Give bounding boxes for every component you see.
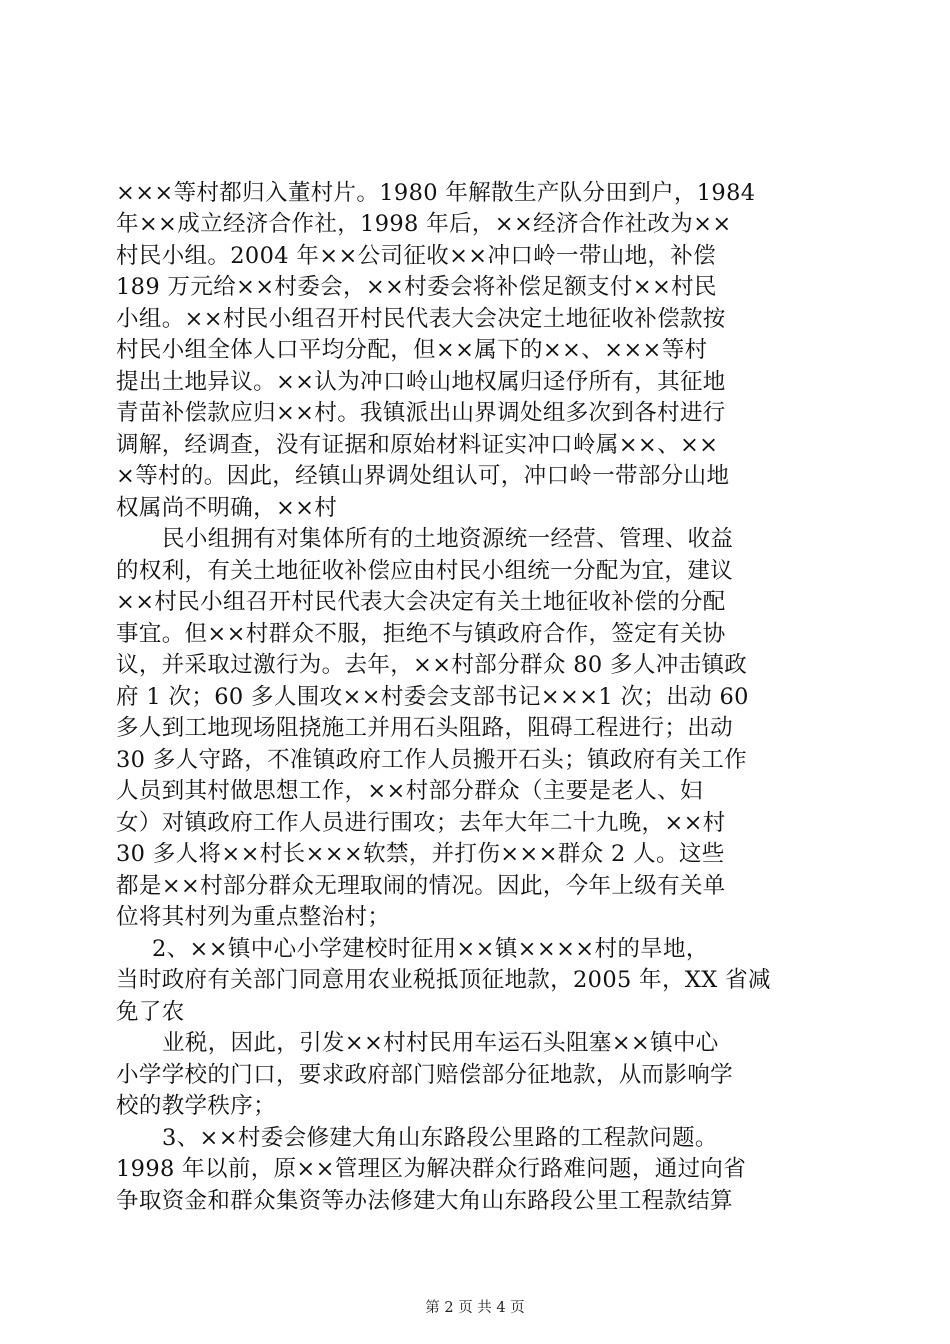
text-line: 免了农 <box>116 999 185 1025</box>
text-line: 校的教学秩序； <box>116 1093 276 1119</box>
text-line: 2、××镇中心小学建校时征用××镇××××村的旱地， <box>152 936 709 962</box>
text-line: ×等村的。因此，经镇山界调处组认可，冲口岭一带部分山地 <box>116 463 730 489</box>
text-line: 189 万元给××村委会，××村委会将补偿足额支付××村民 <box>116 274 717 300</box>
text-line: ××村民小组召开村民代表大会决定有关土地征收补偿的分配 <box>116 589 726 615</box>
text-line: 小组。××村民小组召开村民代表大会决定土地征收补偿款按 <box>116 306 726 332</box>
text-line: 多人到工地现场阻挠施工并用石头阻路，阻碍工程进行；出动 <box>116 715 733 741</box>
text-line: 人员到其村做思想工作，××村部分群众（主要是老人、妇 <box>116 778 703 804</box>
text-line: ×××等村都归入董村片。1980 年解散生产队分田到户，1984 <box>116 180 756 206</box>
text-line: 当时政府有关部门同意用农业税抵顶征地款，2005 年，XX 省减 <box>116 967 771 993</box>
text-line: 都是××村部分群众无理取闹的情况。因此，今年上级有关单 <box>116 873 726 899</box>
text-line: 3、××村委会修建大角山东路段公里路的工程款问题。 <box>162 1125 718 1151</box>
text-line: 女）对镇政府工作人员进行围攻；去年大年二十九晚，××村 <box>116 810 726 836</box>
text-line: 议，并采取过激行为。去年，××村部分群众 80 多人冲击镇政 <box>116 652 748 678</box>
text-line: 民小组拥有对集体所有的土地资源统一经营、管理、收益 <box>162 526 734 552</box>
text-line: 争取资金和群众集资等办法修建大角山东路段公里工程款结算 <box>116 1188 733 1214</box>
text-line: 30 多人将××村长×××软禁，并打伤×××群众 2 人。这些 <box>116 841 725 867</box>
text-line: 提出土地异议。××认为冲口岭山地权属归迳伃所有，其征地 <box>116 369 726 395</box>
text-line: 位将其村列为重点整治村； <box>116 904 391 930</box>
page-number-footer: 第 2 页 共 4 页 <box>425 1300 525 1316</box>
text-line: 村民小组全体人口平均分配，但××属下的××、×××等村 <box>116 337 708 363</box>
text-line: 业税，因此，引发××村村民用车运石头阻塞××镇中心 <box>162 1030 719 1056</box>
text-line: 府 1 次；60 多人围攻××村委会支部书记×××1 次；出动 60 <box>116 684 749 710</box>
text-line: 年××成立经济合作社，1998 年后，××经济合作社改为×× <box>116 211 732 237</box>
text-line: 调解，经调查，没有证据和原始材料证实冲口岭属××、×× <box>116 432 719 458</box>
text-line: 青苗补偿款应归××村。我镇派出山界调处组多次到各村进行 <box>116 400 726 426</box>
text-line: 30 多人守路，不准镇政府工作人员搬开石头；镇政府有关工作 <box>116 747 747 773</box>
text-line: 小学学校的门口，要求政府部门赔偿部分征地款，从而影响学 <box>116 1062 733 1088</box>
text-line: 村民小组。2004 年××公司征收××冲口岭一带山地，补偿 <box>116 243 716 269</box>
text-line: 事宜。但××村群众不服，拒绝不与镇政府合作，签定有关协 <box>116 621 726 647</box>
text-line: 1998 年以前，原××管理区为解决群众行路难问题，通过向省 <box>116 1156 747 1182</box>
text-line: 权属尚不明确，××村 <box>116 495 338 521</box>
text-line: 的权利，有关土地征收补偿应由村民小组统一分配为宜，建议 <box>116 558 733 584</box>
